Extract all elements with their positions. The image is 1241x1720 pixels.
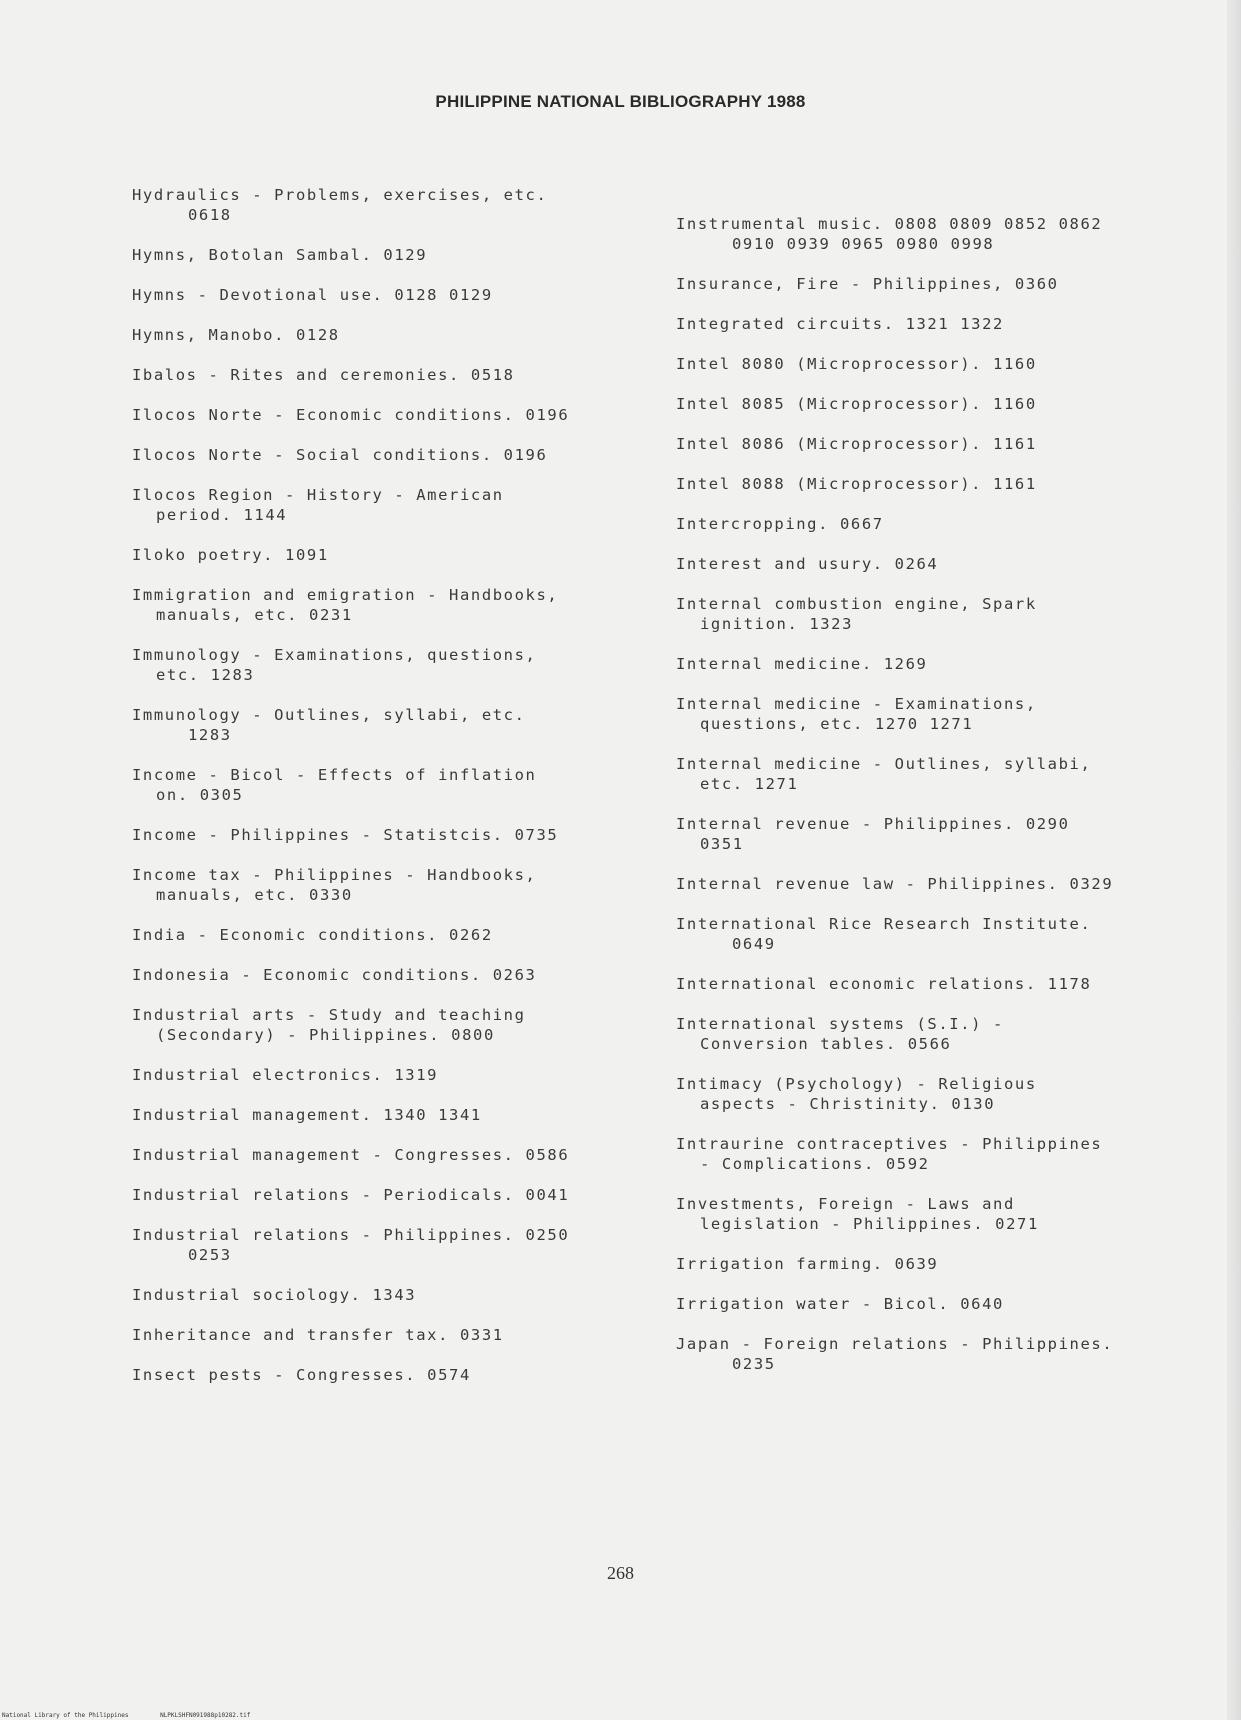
index-entry — [132, 545, 662, 565]
index-entry — [676, 914, 1196, 954]
index-entry-continuation: (Secondary) - Philippines. 0800 — [156, 1026, 495, 1044]
index-entry-heading: International economic relations. 1178 — [676, 975, 1092, 993]
index-entry — [676, 434, 1196, 454]
index-entry-continuation: 1283 — [188, 726, 232, 744]
index-entry-heading: Hydraulics - Problems, exercises, etc. — [132, 186, 548, 204]
index-entry-heading: Intercropping. 0667 — [676, 515, 884, 533]
page-number: 268 — [607, 1563, 634, 1583]
index-entry — [132, 245, 662, 265]
index-entry-heading: Intimacy (Psychology) - Religious — [676, 1075, 1037, 1093]
index-entry-heading: Immunology - Outlines, syllabi, etc. — [132, 706, 526, 724]
index-entry-heading: Intel 8080 (Microprocessor). 1160 — [676, 355, 1037, 373]
index-entry — [676, 1334, 1196, 1374]
index-entry-heading: Hymns, Manobo. 0128 — [132, 326, 340, 344]
index-entry-continuation: questions, etc. 1270 1271 — [700, 715, 974, 733]
index-entry — [676, 814, 1196, 854]
footer-library: National Library of the Philippines — [2, 1712, 129, 1719]
index-entry — [132, 285, 662, 305]
index-entry-heading: Investments, Foreign - Laws and — [676, 1195, 1015, 1213]
index-entry-continuation: 0649 — [732, 935, 776, 953]
index-entry — [132, 965, 662, 985]
index-entry-heading: Immunology - Examinations, questions, — [132, 646, 537, 664]
index-entry-continuation: ignition. 1323 — [700, 615, 854, 633]
index-entry — [132, 865, 662, 905]
index-entry-heading: Internal medicine - Examinations, — [676, 695, 1037, 713]
index-entry-heading: Intel 8085 (Microprocessor). 1160 — [676, 395, 1037, 413]
index-entry-heading: Income tax - Philippines - Handbooks, — [132, 866, 537, 884]
index-entry — [676, 1074, 1196, 1114]
index-entry-heading: Irrigation farming. 0639 — [676, 1255, 939, 1273]
index-entry-continuation: manuals, etc. 0330 — [156, 886, 353, 904]
index-entry-heading: Indonesia - Economic conditions. 0263 — [132, 966, 537, 984]
index-entry-heading: Industrial relations - Periodicals. 0041 — [132, 1186, 570, 1204]
index-entry-heading: Industrial arts - Study and teaching — [132, 1006, 526, 1024]
index-entry — [676, 974, 1196, 994]
index-entry — [132, 325, 662, 345]
index-entry — [676, 874, 1196, 894]
index-entry-heading: Hymns - Devotional use. 0128 0129 — [132, 286, 493, 304]
index-entry-heading: Ilocos Norte - Social conditions. 0196 — [132, 446, 548, 464]
index-entry — [676, 474, 1196, 494]
index-entry-heading: Ibalos - Rites and ceremonies. 0518 — [132, 366, 515, 384]
index-entry — [676, 1294, 1196, 1314]
index-entry-heading: International Rice Research Institute. — [676, 915, 1092, 933]
index-entry-heading: Immigration and emigration - Handbooks, — [132, 586, 559, 604]
index-entry — [676, 1014, 1196, 1054]
index-entry — [132, 1285, 662, 1305]
index-entry — [132, 1225, 662, 1265]
index-entry — [676, 1194, 1196, 1234]
index-entry — [132, 185, 662, 225]
index-entry-continuation: 0618 — [188, 206, 232, 224]
index-entry — [132, 585, 662, 625]
index-entry-heading: Intel 8088 (Microprocessor). 1161 — [676, 475, 1037, 493]
index-entry — [132, 765, 662, 805]
index-entry — [676, 1134, 1196, 1174]
scan-footer — [2, 1712, 278, 1720]
index-entry — [676, 1254, 1196, 1274]
index-entry — [132, 705, 662, 745]
index-entry — [676, 594, 1196, 634]
index-entry — [132, 445, 662, 465]
index-entry-continuation: on. 0305 — [156, 786, 244, 804]
index-entry-heading: Irrigation water - Bicol. 0640 — [676, 1295, 1004, 1313]
index-entry-heading: Internal medicine. 1269 — [676, 655, 928, 673]
index-entry — [676, 554, 1196, 574]
index-entry-heading: Iloko poetry. 1091 — [132, 546, 329, 564]
index-entry — [676, 354, 1196, 374]
index-entry-heading: Insurance, Fire - Philippines, 0360 — [676, 275, 1059, 293]
index-entry-heading: Internal combustion engine, Spark — [676, 595, 1037, 613]
index-entry-continuation: 0253 — [188, 1246, 232, 1264]
index-entry-heading: Industrial management - Congresses. 0586 — [132, 1146, 570, 1164]
index-entry-continuation: - Complications. 0592 — [700, 1155, 930, 1173]
index-entry — [132, 925, 662, 945]
index-entry-continuation: manuals, etc. 0231 — [156, 606, 353, 624]
index-entry-continuation: 0910 0939 0965 0980 0998 — [732, 235, 995, 253]
index-entry-heading: Instrumental music. 0808 0809 0852 0862 — [676, 215, 1103, 233]
index-entry — [132, 1065, 662, 1085]
footer-file-id: NLPKLSHFN091988p10282.tif — [160, 1712, 251, 1719]
index-entry-heading: India - Economic conditions. 0262 — [132, 926, 493, 944]
index-entry-continuation: legislation - Philippines. 0271 — [700, 1215, 1039, 1233]
index-entry-heading: Ilocos Norte - Economic conditions. 0196 — [132, 406, 570, 424]
index-entry-heading: Ilocos Region - History - American — [132, 486, 504, 504]
index-entry — [132, 1145, 662, 1165]
index-entry-heading: Internal revenue law - Philippines. 0329 — [676, 875, 1114, 893]
index-entry — [676, 654, 1196, 674]
index-entry — [676, 514, 1196, 534]
index-column-left — [132, 185, 662, 1405]
index-entry — [132, 485, 662, 525]
index-entry-heading: Income - Philippines - Statistcis. 0735 — [132, 826, 559, 844]
page-edge — [1227, 0, 1241, 1720]
index-entry-heading: Integrated circuits. 1321 1322 — [676, 315, 1004, 333]
index-entry — [132, 645, 662, 685]
index-entry — [132, 1185, 662, 1205]
index-entry — [132, 405, 662, 425]
index-entry — [132, 1005, 662, 1045]
index-entry-heading: Income - Bicol - Effects of inflation — [132, 766, 537, 784]
index-entry-continuation: etc. 1283 — [156, 666, 255, 684]
page-title: PHILIPPINE NATIONAL BIBLIOGRAPHY 1988 — [435, 92, 806, 111]
index-entry-heading: Interest and usury. 0264 — [676, 555, 939, 573]
index-entry-heading: Intel 8086 (Microprocessor). 1161 — [676, 435, 1037, 453]
index-entry-heading: Industrial electronics. 1319 — [132, 1066, 439, 1084]
index-entry-heading: Hymns, Botolan Sambal. 0129 — [132, 246, 428, 264]
index-entry-heading: Industrial management. 1340 1341 — [132, 1106, 482, 1124]
index-entry — [132, 1365, 662, 1385]
index-entry-heading: Industrial sociology. 1343 — [132, 1286, 417, 1304]
index-entry — [676, 214, 1196, 254]
index-entry — [676, 694, 1196, 734]
index-entry — [132, 365, 662, 385]
index-entry-heading: Inheritance and transfer tax. 0331 — [132, 1326, 504, 1344]
index-entry-continuation: etc. 1271 — [700, 775, 799, 793]
index-entry-heading: Industrial relations - Philippines. 0250 — [132, 1226, 570, 1244]
index-entry-heading: Insect pests - Congresses. 0574 — [132, 1366, 471, 1384]
index-entry — [676, 394, 1196, 414]
index-entry — [676, 754, 1196, 794]
index-entry-heading: International systems (S.I.) - — [676, 1015, 1004, 1033]
index-entry — [132, 1105, 662, 1125]
index-entry-heading: Japan - Foreign relations - Philippines. — [676, 1335, 1114, 1353]
index-entry-continuation: period. 1144 — [156, 506, 288, 524]
index-entry-continuation: aspects - Christinity. 0130 — [700, 1095, 996, 1113]
index-entry-continuation: 0235 — [732, 1355, 776, 1373]
index-entry-heading: Internal medicine - Outlines, syllabi, — [676, 755, 1092, 773]
index-entry-heading: Internal revenue - Philippines. 0290 — [676, 815, 1070, 833]
index-column-right — [676, 214, 1196, 1394]
index-entry-continuation: 0351 — [700, 835, 744, 853]
index-entry — [676, 314, 1196, 334]
index-entry-continuation: Conversion tables. 0566 — [700, 1035, 952, 1053]
index-entry — [676, 274, 1196, 294]
index-entry-heading: Intraurine contraceptives - Philippines — [676, 1135, 1103, 1153]
index-entry — [132, 825, 662, 845]
index-entry — [132, 1325, 662, 1345]
